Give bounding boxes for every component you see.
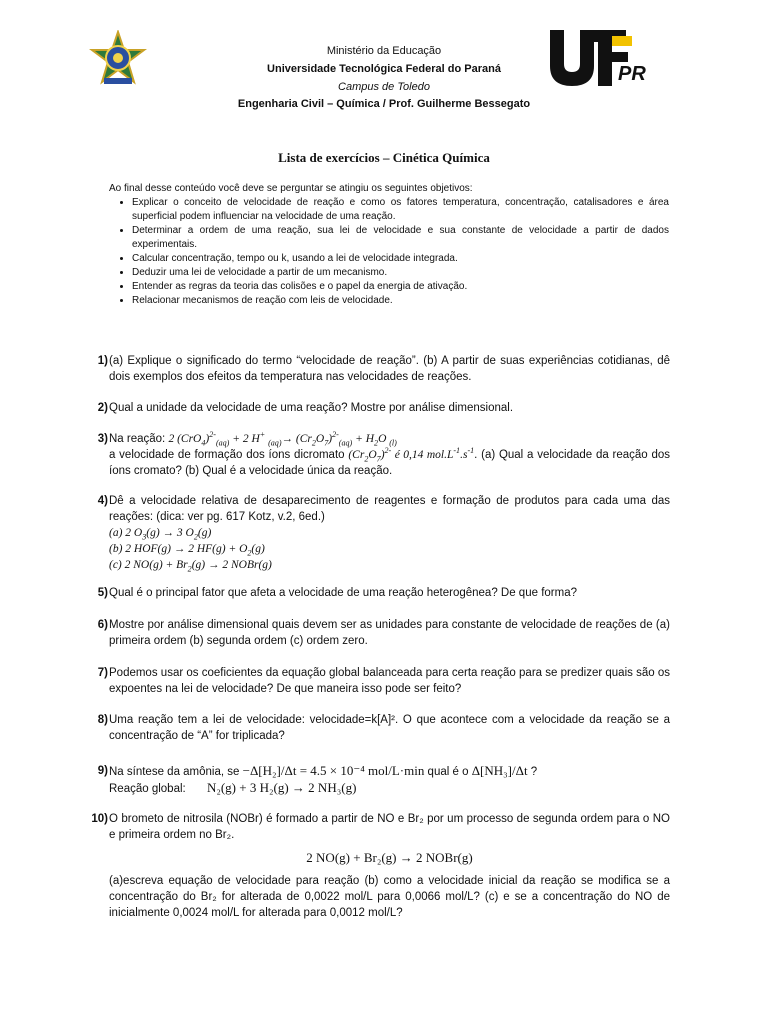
question-text: (a) Explique o significado do termo “velocidade de reação”. (b) A partir de suas experiências cotidianas, dê dois exemplos dos efeitos da temperatura nas velocidades de reações.: [109, 355, 670, 383]
q3-dichromate: $(Cr_2O_7)^{2-}$: [348, 446, 392, 464]
objective-item: • Relacionar mecanismos de reação com leis de velocidade.: [132, 294, 669, 308]
question-number: 9): [97, 765, 108, 777]
ministry-text: Ministério da Educação: [326, 45, 442, 57]
utfpr-logo: [546, 28, 656, 88]
question-number: 10): [91, 813, 108, 825]
campus-name: Campus de Toledo: [338, 81, 430, 93]
objective-item: • Entender as regras da teoria das colisões e o papel da energia de ativação.: [132, 280, 669, 294]
q9-global-equation: N₂(g) + 3 H₂(g) → 2 NH₃(g): [206, 780, 357, 795]
page-title: Lista de exercícios – Cinética Química: [278, 150, 490, 165]
question-number: 5): [97, 587, 108, 599]
question-text: Na síntese da amônia, se −Δ[H₂]/Δt = 4.5 × 10⁻⁴ mol/L·min qual é o Δ[NH₃]/Δt ? Reação global: N₂(g) + 3 H₂(g) → 2 NH₃(g): [109, 763, 538, 795]
question-text: Dê a velocidade relativa de desaparecimento de reagentes e formação de produtos para cada uma das reações: (dica: ver pg. 617 Kotz, v.2, 6ed.) (a) 2 $O_3(g) \to 3$ $O_2(g)$ (b) 2 HOF(g) → 2 $HF(g) + O_2(g)$ (c) 2 $NO(g) + Br_2(g) \to 2$ NOBr(g): [109, 495, 670, 574]
question-text: O brometo de nitrosila (NOBr) é formado a partir de NO e Br₂ por um processo de segunda ordem para o NO e primeira ordem no Br₂. 2 NO(g) + Br₂(g) → 2 NOBr(g) (a)escreva equação de velocidade para reação (b) como a velocidade inicial da reação se modifica se a concentração do Br₂ for alterada de 0,0022 mol/L para 0,0066 mol/L? (c) e se a concentração do NO de inicialmente 0,0024 mol/L for alterada para 0,0012 mol/L?: [109, 813, 670, 919]
question-number: 3): [97, 433, 108, 445]
question-text: Mostre por análise dimensional quais devem ser as unidades para constante de velocidade de reações de (a) primeira ordem (b) segunda ordem (c) ordem zero.: [109, 619, 670, 647]
question-text: Na reação: 2 $(CrO_4)^{2-}_{(aq)} + 2$ H+ $_{(aq)}\to (Cr_2O_7)^{2-}_{(aq)} + H_2O$ $_{(l)}$ a velocidade de formação dos íons dicromato $(Cr_2O_7)^{2-}$ é 0,14 $mol.L^{-1}.s^{-1}$. (a) Qual a velocidade da reação dos íons cromato? (b) Qual é a velocidade única da reação.: [109, 430, 671, 477]
q10-equation: 2 NO(g) + Br₂(g) → 2 NOBr(g): [306, 850, 473, 865]
question-7: [90, 665, 670, 697]
q4-reaction-c: (c) 2 $NO(g) + Br_2(g) \to 2$ NOBr(g): [109, 559, 272, 574]
q9-h2-rate: −Δ[H₂]/Δt = 4.5 × 10⁻⁴ mol/L·min: [242, 763, 425, 778]
q3-lead: Na reação:: [109, 433, 169, 445]
question-number: 2): [97, 402, 108, 414]
question-8: [90, 712, 670, 744]
question-text: Podemos usar os coeficientes da equação global balanceada para certa reação para se predizer quais são os expoentes na lei de velocidade? De que maneira isso pode ser feito?: [109, 667, 670, 695]
objectives-lead: Ao final desse conteúdo você deve se perguntar se atingiu os seguintes objetivos:: [109, 183, 473, 194]
q9-global-label: Reação global:: [109, 783, 186, 795]
question-text: Qual é o principal fator que afeta a velocidade de uma reação heterogênea? De que forma?: [109, 587, 577, 599]
question-3: [90, 431, 670, 479]
question-1: [90, 353, 670, 385]
q4-reaction-a: (a) 2 $O_3(g) \to 3$ $O_2(g)$: [109, 527, 212, 542]
question-4: [90, 493, 670, 573]
objective-item: • Calcular concentração, tempo ou k, usando a lei de velocidade integrada.: [132, 252, 669, 266]
question-number: 4): [97, 495, 108, 507]
question-text: Qual a unidade da velocidade de uma reação? Mostre por análise dimensional.: [109, 402, 514, 414]
question-number: 7): [97, 667, 108, 679]
q9-nh3-rate: Δ[NH₃]/Δt: [471, 763, 528, 778]
question-number: 8): [97, 714, 108, 726]
objective-item: • Explicar o conceito de velocidade de reação e como os fatores temperatura, concentração, catalisadores e área superficial podem influenciar na velocidade de uma reação.: [132, 196, 669, 224]
question-number: 1): [97, 355, 108, 367]
q3-line2-end: . (a) Qual a velocidade da reação dos íons cromato? (b) Qual é a velocidade única da reação.: [109, 449, 671, 477]
question-9: [90, 763, 670, 797]
objective-item: • Deduzir uma lei de velocidade a partir de um mecanismo.: [132, 266, 669, 280]
question-text: Uma reação tem a lei de velocidade: velocidade=k[A]². O que acontece com a velocidade da reação se a concentração de “A” for triplicada?: [109, 714, 670, 742]
q3-rate: é 0,14 mol.L: [394, 449, 454, 461]
question-number: 6): [97, 619, 108, 631]
question-6: [90, 617, 670, 649]
course-info: Engenharia Civil – Química / Prof. Guilherme Bessegato: [237, 98, 531, 110]
q3-reaction: 2 $(CrO_4)^{2-}_{(aq)} + 2$ H+ $_{(aq)}\to (Cr_2O_7)^{2-}_{(aq)} + H_2O$ $_{(l)}$: [168, 430, 397, 448]
university-name: Universidade Tecnológica Federal do Paraná: [267, 63, 501, 75]
svg-text:PR: PR: [618, 63, 646, 85]
question-2: [90, 400, 670, 416]
q3-line2: a velocidade de formação dos íons dicromato: [109, 449, 349, 461]
q4-reaction-b: (b) 2 HOF(g) → 2 $HF(g) + O_2(g)$: [109, 543, 265, 558]
objectives-section: [109, 182, 669, 308]
objective-item: • Determinar a ordem de uma reação, sua lei de velocidade e sua constante de velocidade a partir de dados experimentais.: [132, 224, 669, 252]
question-5: [90, 585, 670, 601]
question-10: [90, 811, 670, 921]
